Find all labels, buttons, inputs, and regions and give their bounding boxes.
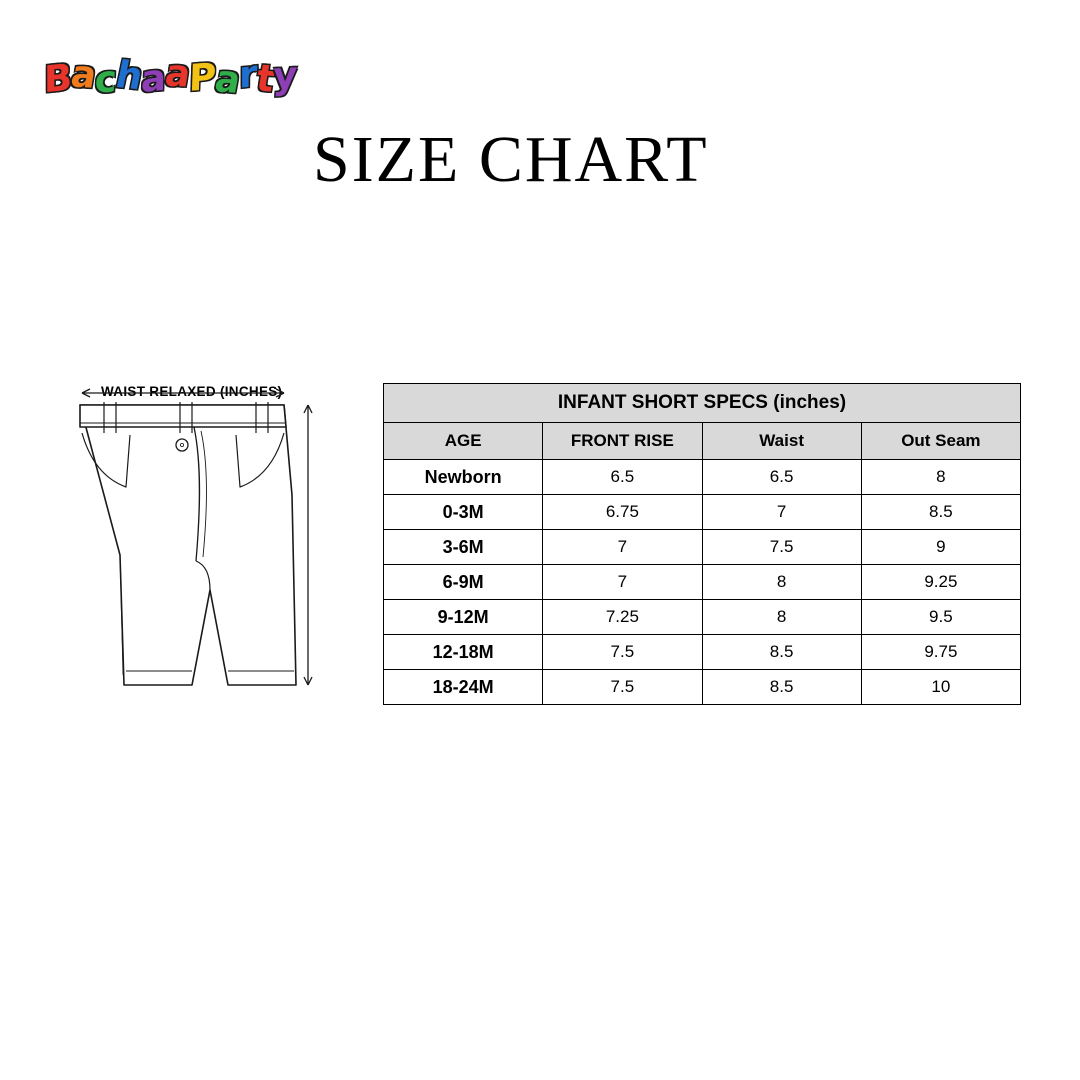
cell-waist: 7 <box>702 495 861 530</box>
cell-front-rise: 6.5 <box>543 460 702 495</box>
logo-letter: y <box>272 53 298 98</box>
cell-front-rise: 7 <box>543 565 702 600</box>
table-row <box>384 460 1021 495</box>
column-header-front-rise: FRONT RISE <box>543 423 702 460</box>
column-header-out-seam: Out Seam <box>861 423 1020 460</box>
table-title: INFANT SHORT SPECS (inches) <box>384 384 1021 423</box>
table-row <box>384 670 1021 705</box>
brand-logo-text <box>41 44 298 110</box>
logo-letter: a <box>162 51 194 96</box>
logo-letter: a <box>140 56 166 101</box>
cell-out-seam: 9.5 <box>861 600 1020 635</box>
logo-letter: c <box>93 57 118 102</box>
cell-age: Newborn <box>384 460 543 495</box>
cell-front-rise: 7.5 <box>543 670 702 705</box>
cell-out-seam: 9.75 <box>861 635 1020 670</box>
logo-letter: t <box>252 56 277 101</box>
page-title: SIZE CHART <box>313 123 709 196</box>
logo-letter: P <box>188 55 217 100</box>
cell-out-seam: 9 <box>861 530 1020 565</box>
cell-age: 0-3M <box>384 495 543 530</box>
cell-waist: 8.5 <box>702 635 861 670</box>
column-header-waist: Waist <box>702 423 861 460</box>
logo-letter: B <box>43 55 72 102</box>
table-row <box>384 530 1021 565</box>
cell-waist: 8.5 <box>702 670 861 705</box>
cell-front-rise: 7.5 <box>543 635 702 670</box>
cell-out-seam: 8 <box>861 460 1020 495</box>
size-chart-table <box>383 383 1021 705</box>
cell-front-rise: 7 <box>543 530 702 565</box>
table-row <box>384 600 1021 635</box>
cell-front-rise: 7.25 <box>543 600 702 635</box>
table-title-row <box>384 384 1021 423</box>
cell-out-seam: 10 <box>861 670 1020 705</box>
cell-waist: 8 <box>702 600 861 635</box>
cell-waist: 8 <box>702 565 861 600</box>
logo-letter: h <box>112 52 147 99</box>
cell-front-rise: 6.75 <box>543 495 702 530</box>
table-row <box>384 635 1021 670</box>
cell-age: 12-18M <box>384 635 543 670</box>
cell-waist: 7.5 <box>702 530 861 565</box>
table-row <box>384 495 1021 530</box>
cell-age: 3-6M <box>384 530 543 565</box>
logo-letter: r <box>239 52 257 97</box>
table-row <box>384 565 1021 600</box>
cell-age: 9-12M <box>384 600 543 635</box>
logo-letter: a <box>211 57 243 102</box>
brand-logo <box>43 44 298 110</box>
waist-measurement-label: WAIST RELAXED (INCHES) <box>101 384 283 399</box>
cell-age: 18-24M <box>384 670 543 705</box>
logo-letter: a <box>68 52 100 97</box>
column-header-age: AGE <box>384 423 543 460</box>
cell-out-seam: 9.25 <box>861 565 1020 600</box>
table-header-row <box>384 423 1021 460</box>
cell-waist: 6.5 <box>702 460 861 495</box>
cell-out-seam: 8.5 <box>861 495 1020 530</box>
shorts-illustration <box>60 375 360 715</box>
cell-age: 6-9M <box>384 565 543 600</box>
